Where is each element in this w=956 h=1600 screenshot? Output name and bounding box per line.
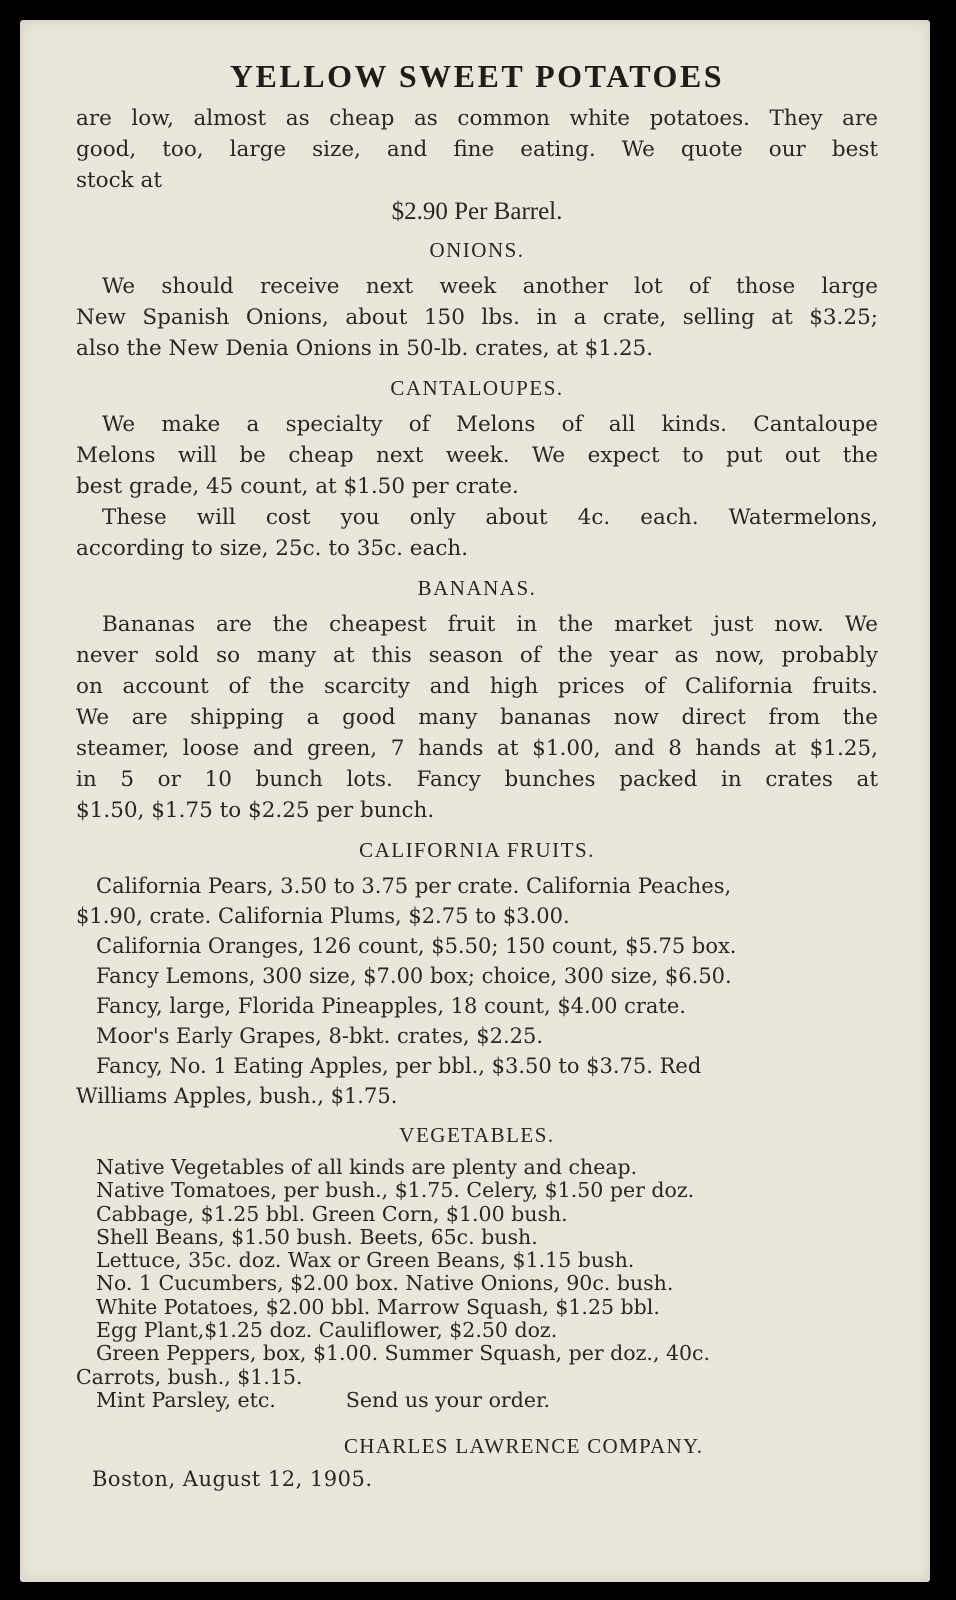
intro-line: are low, almost as cheap as common white potatoes. They are	[76, 106, 878, 131]
vegetables-line: Native Vegetables of all kinds are plenty and cheap.	[96, 1155, 638, 1179]
company-signature: CHARLES LAWRENCE COMPANY.	[344, 1434, 704, 1459]
vegetables-line: Cabbage, $1.25 bbl. Green Corn, $1.00 bush.	[96, 1201, 568, 1226]
send-order-text: Send us your order.	[345, 1387, 551, 1412]
california-line: California Pears, 3.50 to 3.75 per crate. California Peaches,	[96, 874, 732, 898]
vegetables-heading: VEGETABLES.	[399, 1123, 555, 1147]
intro-line: good, too, large size, and fine eating. We quote our best	[76, 137, 878, 162]
cantaloupes-line: according to size, 25c. to 35c. each.	[76, 536, 469, 561]
cantaloupes-line: Melons will be cheap next week. We expect to put out the	[76, 443, 878, 468]
vegetables-line: Carrots, bush., $1.15.	[76, 1364, 303, 1389]
bananas-heading: BANANAS.	[417, 576, 537, 600]
onions-line: also the New Denia Onions in 50-lb. crates, at $1.25.	[76, 336, 654, 361]
vegetables-line: Shell Beans, $1.50 bush. Beets, 65c. bush.	[96, 1224, 538, 1249]
vegetables-line: Mint Parsley, etc.	[96, 1387, 276, 1412]
bananas-section	[76, 576, 878, 826]
california-line: California Oranges, 126 count, $5.50; 150 count, $5.75 box.	[96, 934, 737, 958]
cantaloupes-line: best grade, 45 count, at $1.50 per crate.	[76, 474, 519, 499]
california-heading: CALIFORNIA FRUITS.	[359, 838, 595, 862]
california-line: Fancy, No. 1 Eating Apples, per bbl., $3.50 to $3.75. Red	[96, 1054, 702, 1078]
bananas-line: $1.50, $1.75 to $2.25 per bunch.	[76, 798, 435, 823]
onions-line: New Spanish Onions, about 150 lbs. in a crate, selling at $3.25;	[76, 305, 878, 330]
vegetables-line: Egg Plant,$1.25 doz. Cauliflower, $2.50 doz.	[96, 1318, 558, 1343]
vegetables-section	[76, 1123, 878, 1412]
vegetables-last-line	[76, 1389, 878, 1412]
onions-section	[76, 238, 878, 364]
california-line: Moor's Early Grapes, 8-bkt. crates, $2.25.	[96, 1024, 544, 1048]
bananas-line: steamer, loose and green, 7 hands at $1.00, and 8 hands at $1.25,	[76, 736, 878, 761]
bananas-line: in 5 or 10 bunch lots. Fancy bunches packed in crates at	[76, 767, 878, 792]
california-line: $1.90, crate. California Plums, $2.75 to $3.00.	[76, 904, 570, 928]
california-line: Fancy Lemons, 300 size, $7.00 box; choice, 300 size, $6.50.	[96, 964, 732, 988]
place-and-date: Boston, August 12, 1905.	[92, 1467, 373, 1492]
cantaloupes-heading: CANTALOUPES.	[390, 376, 564, 400]
cantaloupes-line: We make a specialty of Melons of all kinds. Cantaloupe	[102, 412, 878, 437]
vegetables-line: Green Peppers, box, $1.00. Summer Squash, per doz., 40c.	[96, 1341, 711, 1366]
onions-heading: ONIONS.	[429, 238, 525, 262]
bananas-line: Bananas are the cheapest fruit in the market just now. We	[102, 612, 878, 637]
cantaloupes-section	[76, 376, 878, 564]
title-heading: YELLOW SWEET POTATOES	[229, 58, 725, 94]
vegetables-line: No. 1 Cucumbers, $2.00 box. Native Onions, 90c. bush.	[96, 1271, 674, 1296]
vegetables-line: Lettuce, 35c. doz. Wax or Green Beans, $1.15 bush.	[96, 1248, 635, 1273]
bananas-line: on account of the scarcity and high prices of California fruits.	[76, 674, 878, 699]
vegetables-line: Native Tomatoes, per bush., $1.75. Celery, $1.50 per doz.	[96, 1178, 695, 1203]
price-circular-card	[20, 20, 930, 1582]
california-line: Williams Apples, bush., $1.75.	[76, 1084, 398, 1108]
bananas-line: We are shipping a good many bananas now direct from the	[76, 705, 878, 730]
onions-line: We should receive next week another lot of those large	[102, 274, 878, 299]
intro-line: stock at	[76, 168, 162, 193]
vegetables-line: White Potatoes, $2.00 bbl. Marrow Squash, $1.25 bbl.	[96, 1294, 660, 1319]
cantaloupes-line: These will cost you only about 4c. each. Watermelons,	[102, 505, 878, 530]
bananas-line: never sold so many at this season of the year as now, probably	[76, 643, 878, 668]
california-fruits-section	[76, 838, 878, 1111]
intro-section	[76, 103, 878, 226]
sweet-potato-price: $2.90 Per Barrel.	[391, 198, 563, 225]
california-line: Fancy, large, Florida Pineapples, 18 count, $4.00 crate.	[96, 994, 686, 1018]
